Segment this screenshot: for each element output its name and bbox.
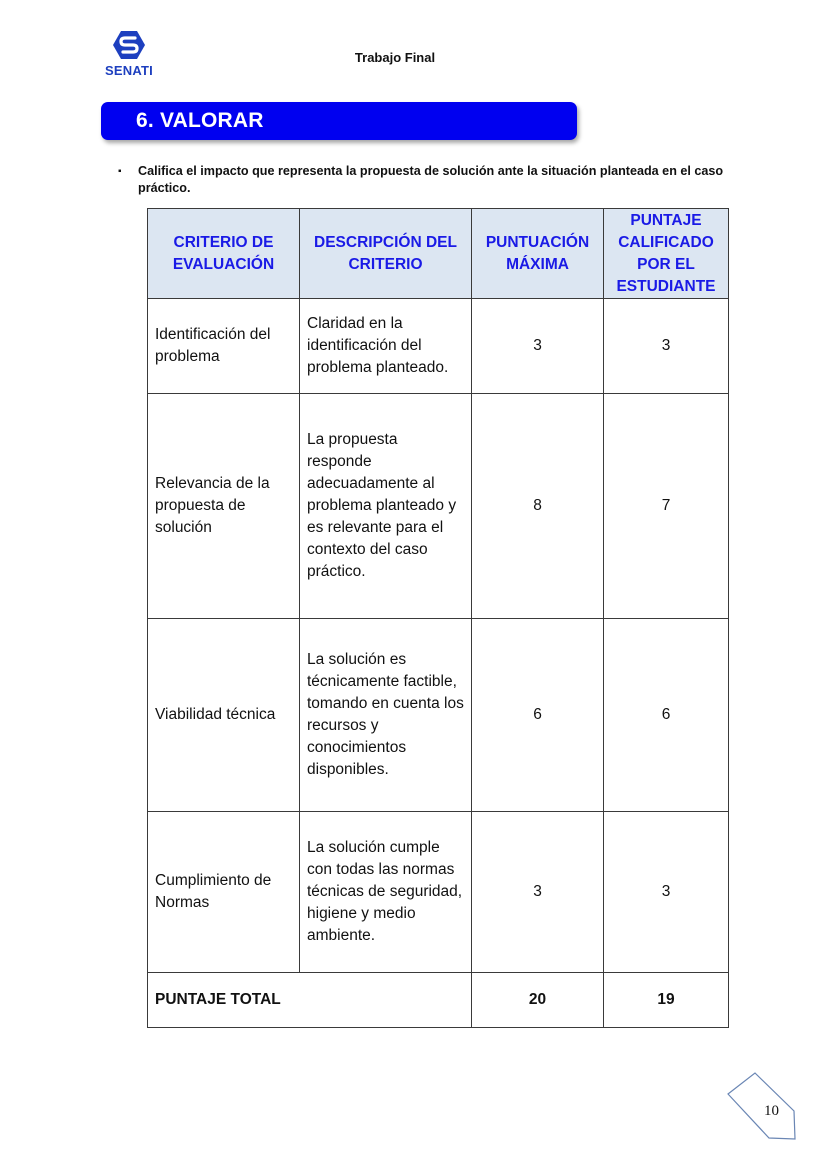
total-label: PUNTAJE TOTAL — [148, 973, 472, 1028]
column-header-descripcion: DESCRIPCIÓN DEL CRITERIO — [300, 209, 472, 299]
evaluation-table — [147, 208, 729, 1028]
document-header-title: Trabajo Final — [354, 50, 436, 65]
column-header-criterio: CRITERIO DE EVALUACIÓN — [148, 209, 300, 299]
logo-text: SENATI — [105, 63, 153, 78]
descripcion-cell: Claridad en la identificación del problema planteado. — [300, 299, 472, 394]
section-banner — [101, 102, 577, 140]
puntaje-calificado-cell: 6 — [604, 619, 729, 812]
table-header-row — [148, 209, 729, 299]
table-row — [148, 812, 729, 973]
puntaje-calificado-cell: 3 — [604, 299, 729, 394]
criterio-cell: Cumplimiento de Normas — [148, 812, 300, 973]
column-header-puntaje-calificado: PUNTAJE CALIFICADO POR EL ESTUDIANTE — [604, 209, 729, 299]
descripcion-cell: La propuesta responde adecuadamente al problema planteado y es relevante para el contexto del caso práctico. — [300, 394, 472, 619]
table-row — [148, 619, 729, 812]
descripcion-cell: La solución cumple con todas las normas técnicas de seguridad, higiene y medio ambiente. — [300, 812, 472, 973]
page-number-badge — [726, 1070, 798, 1142]
criterio-cell: Relevancia de la propuesta de solución — [148, 394, 300, 619]
total-row — [148, 973, 729, 1028]
criterio-cell: Viabilidad técnica — [148, 619, 300, 812]
instruction-text: Califica el impacto que representa la propuesta de solución ante la situación planteada en el caso práctico. — [138, 164, 724, 195]
puntaje-calificado-cell: 7 — [604, 394, 729, 619]
page-badge-shape-icon — [726, 1070, 798, 1142]
table-row — [148, 394, 729, 619]
page-number: 10 — [764, 1103, 779, 1119]
total-puntuacion-maxima: 20 — [472, 973, 604, 1028]
criterio-cell: Identificación del problema — [148, 299, 300, 394]
square-bullet-icon: ▪ — [118, 166, 122, 177]
instruction-item — [118, 163, 738, 197]
puntuacion-maxima-cell: 8 — [472, 394, 604, 619]
column-header-puntuacion-maxima: PUNTUACIÓN MÁXIMA — [472, 209, 604, 299]
puntuacion-maxima-cell: 6 — [472, 619, 604, 812]
descripcion-cell: La solución es técnicamente factible, tomando en cuenta los recursos y conocimientos disponibles. — [300, 619, 472, 812]
puntaje-calificado-cell: 3 — [604, 812, 729, 973]
table-row — [148, 299, 729, 394]
section-title: 6. VALORAR — [136, 109, 264, 132]
puntuacion-maxima-cell: 3 — [472, 299, 604, 394]
puntuacion-maxima-cell: 3 — [472, 812, 604, 973]
total-puntaje-calificado: 19 — [604, 973, 729, 1028]
